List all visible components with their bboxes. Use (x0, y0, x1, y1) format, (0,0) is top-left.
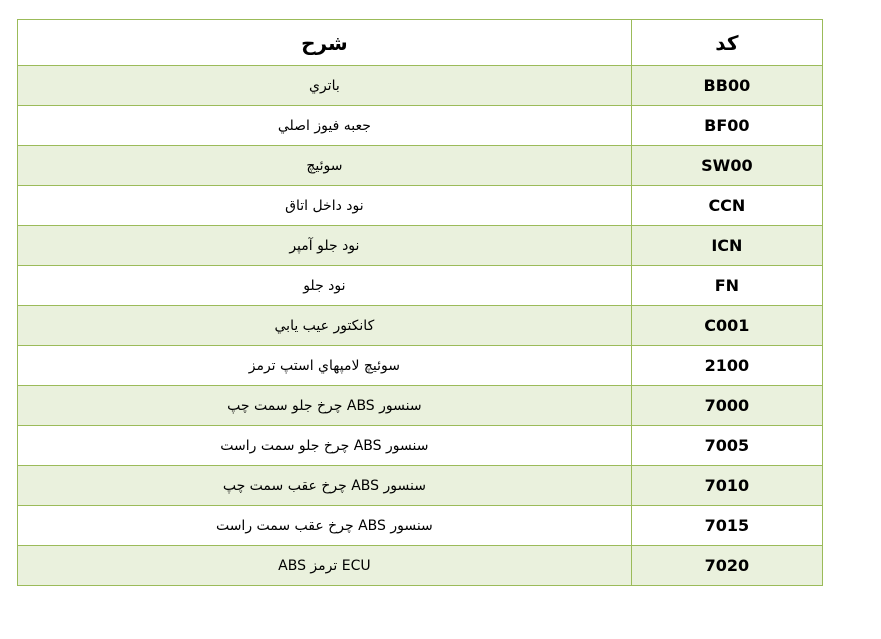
code-column-header: کد (631, 20, 822, 66)
row-code: 7005 (631, 426, 822, 466)
row-code: 7015 (631, 506, 822, 546)
table-row (18, 146, 823, 186)
row-description: سوئيچ (18, 146, 632, 186)
table-row (18, 266, 823, 306)
table-row (18, 386, 823, 426)
table-row (18, 346, 823, 386)
row-code: 7010 (631, 466, 822, 506)
row-description: سنسور ABS چرخ عقب سمت چپ (18, 466, 632, 506)
row-code: BF00 (631, 106, 822, 146)
row-description: نود داخل اتاق (18, 186, 632, 226)
description-column-header: شرح (18, 20, 632, 66)
row-description: باتري (18, 66, 632, 106)
row-code: BB00 (631, 66, 822, 106)
row-description: نود جلو آمپر (18, 226, 632, 266)
table-row (18, 186, 823, 226)
row-description: سنسور ABS چرخ عقب سمت راست (18, 506, 632, 546)
row-code: 7020 (631, 546, 822, 586)
table-row (18, 506, 823, 546)
row-code: C001 (631, 306, 822, 346)
row-code: SW00 (631, 146, 822, 186)
table-row (18, 66, 823, 106)
code-table (17, 19, 823, 586)
row-code: 7000 (631, 386, 822, 426)
row-description: سنسور ABS چرخ جلو سمت راست (18, 426, 632, 466)
row-code: ICN (631, 226, 822, 266)
row-code: FN (631, 266, 822, 306)
row-description: جعبه فيوز اصلي (18, 106, 632, 146)
row-code: 2100 (631, 346, 822, 386)
row-description: ECU ترمز ABS (18, 546, 632, 586)
table-row (18, 466, 823, 506)
table-row (18, 546, 823, 586)
row-description: سنسور ABS چرخ جلو سمت چپ (18, 386, 632, 426)
row-description: سوئيچ لامپهاي استپ ترمز (18, 346, 632, 386)
row-description: نود جلو (18, 266, 632, 306)
table-row (18, 426, 823, 466)
table-row (18, 106, 823, 146)
row-code: CCN (631, 186, 822, 226)
table-row (18, 226, 823, 266)
table-header-row (18, 20, 823, 66)
row-description: كانكتور عيب يابي (18, 306, 632, 346)
table-row (18, 306, 823, 346)
